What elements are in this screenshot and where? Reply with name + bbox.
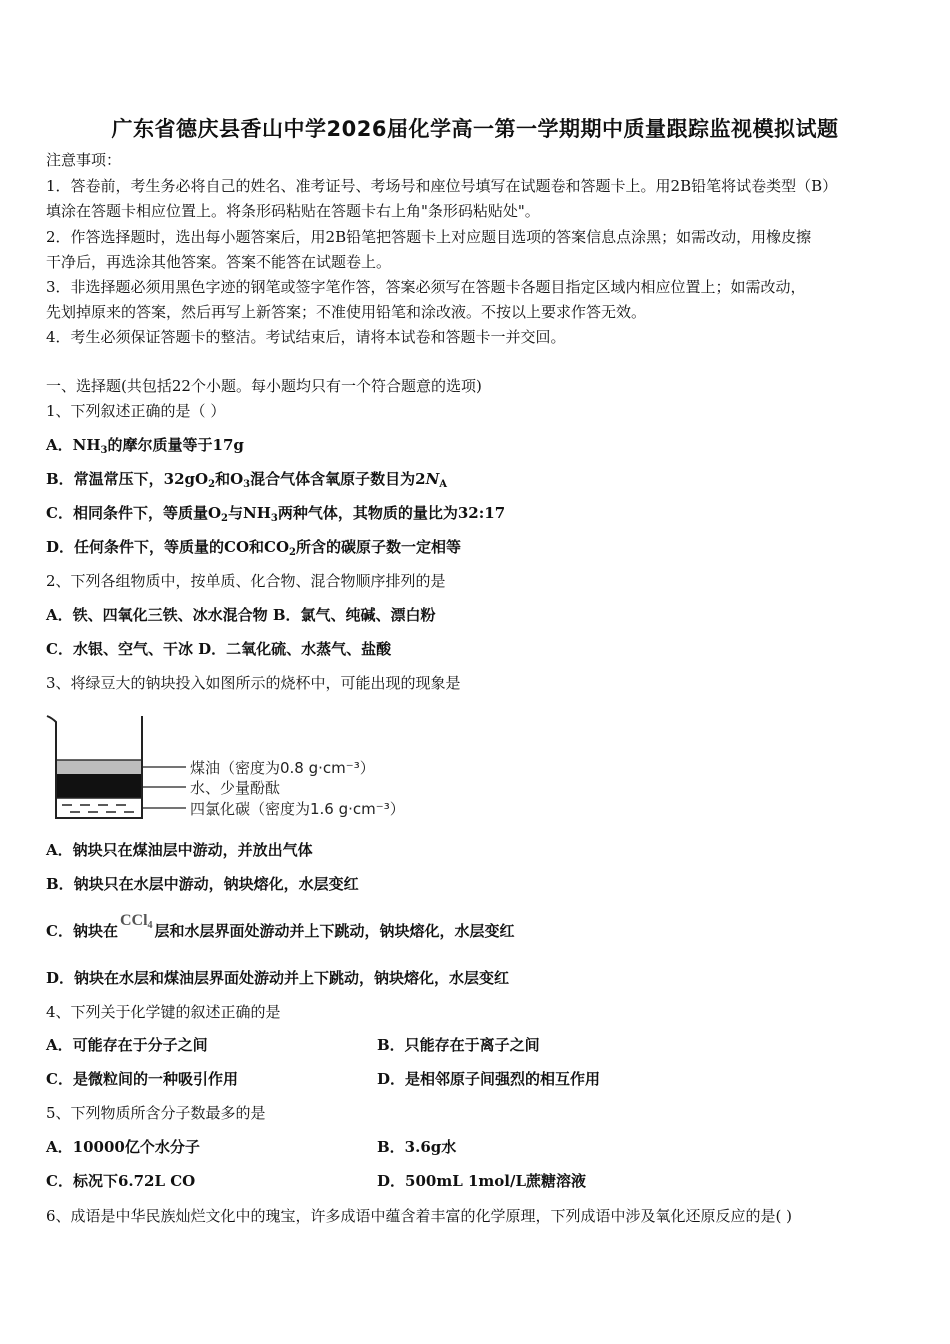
ccl4-formula: CCl$_4$ <box>119 912 153 931</box>
section-heading: 一、选择题(共包括22个小题。每小题均只有一个符合题意的选项) <box>46 377 482 395</box>
q3-option-a: A．钠块只在煤油层中游动，并放出气体 <box>46 841 313 859</box>
q1-stem: 1、下列叙述正确的是（ ） <box>46 402 226 420</box>
q2-options-ab: A．铁、四氧化三铁、冰水混合物 B．氯气、纯碱、漂白粉 <box>46 606 436 624</box>
q3-option-d: D．钠块在水层和煤油层界面处游动并上下跳动，钠块熔化，水层变红 <box>46 969 510 987</box>
q5-option-d: D．500mL 1mol/L蔗糖溶液 <box>377 1172 586 1190</box>
q3-option-c: C．钠块在CCl$_4$ 层和水层界面处游动并上下跳动，钠块熔化，水层变红 <box>46 912 515 940</box>
q1-option-c: C．相同条件下，等质量$O_2$与$NH_3$两种气体，其物质的量比为32:17 <box>46 504 506 524</box>
notice-line-2: 填涂在答题卡相应位置上。将条形码粘贴在答题卡右上角"条形码粘贴处"。 <box>46 202 540 220</box>
q1-option-a: A．$NH_3$的摩尔质量等于17g <box>46 436 244 456</box>
q3-stem: 3、将绿豆大的钠块投入如图所示的烧杯中，可能出现的现象是 <box>46 674 461 692</box>
q1-option-d: D．任何条件下，等质量的CO和$CO_2$所含的碳原子数一定相等 <box>46 538 462 558</box>
q2-options-cd: C．水银、空气、干冰 D．二氧化硫、水蒸气、盐酸 <box>46 640 392 658</box>
notice-line-4: 干净后，再选涂其他答案。答案不能答在试题卷上。 <box>46 253 392 271</box>
label-kerosene: 煤油（密度为0.8 g·cm⁻³） <box>190 759 375 777</box>
label-water: 水、少量酚酞 <box>190 779 281 797</box>
notice-line-7: 4．考生必须保证答题卡的整洁。考试结束后，请将本试卷和答题卡一并交回。 <box>46 328 566 346</box>
q4-option-a: A．可能存在于分子之间 <box>46 1036 208 1054</box>
q4-option-d: D．是相邻原子间强烈的相互作用 <box>377 1070 601 1088</box>
q5-option-a: A．10000亿个水分子 <box>46 1138 200 1156</box>
beaker-figure <box>44 712 444 828</box>
q2-stem: 2、下列各组物质中，按单质、化合物、混合物顺序排列的是 <box>46 572 446 590</box>
q4-option-c: C．是微粒间的一种吸引作用 <box>46 1070 238 1088</box>
q5-option-c: C．标况下6.72L CO <box>46 1172 196 1190</box>
q5-stem: 5、下列物质所含分子数最多的是 <box>46 1104 266 1122</box>
label-ccl4: 四氯化碳（密度为1.6 g·cm⁻³） <box>190 800 405 818</box>
notice-heading: 注意事项： <box>46 151 122 169</box>
notice-line-3: 2．作答选择题时，选出每小题答案后，用2B铅笔把答题卡上对应题目选项的答案信息点涂黑；如需改动，用橡皮擦 <box>46 228 812 246</box>
exam-title: 广东省德庆县香山中学2026届化学高一第一学期期中质量跟踪监视模拟试题 <box>111 117 839 141</box>
notice-line-5: 3．非选择题必须用黑色字迹的钢笔或签字笔作答，答案必须写在答题卡各题目指定区域内相应位置上；如需改动， <box>46 278 806 296</box>
q6-stem: 6、成语是中华民族灿烂文化中的瑰宝，许多成语中蕴含着丰富的化学原理，下列成语中涉及氧化还原反应的是( ) <box>46 1207 793 1225</box>
q1-option-b: B．常温常压下，$32gO_2$和$O_3$混合气体含氧原子数目为$2N_A$ <box>46 470 448 490</box>
q5-option-b: B．3.6g水 <box>377 1138 457 1156</box>
q3-option-b: B．钠块只在水层中游动，钠块熔化，水层变红 <box>46 875 359 893</box>
notice-line-6: 先划掉原来的答案，然后再写上新答案；不准使用铅笔和涂改液。不按以上要求作答无效。 <box>46 303 647 321</box>
notice-line-1: 1．答卷前，考生务必将自己的姓名、准考证号、考场号和座位号填写在试题卷和答题卡上。用2B铅笔将试卷类型（B） <box>46 177 838 195</box>
q4-option-b: B．只能存在于离子之间 <box>377 1036 540 1054</box>
q4-stem: 4、下列关于化学键的叙述正确的是 <box>46 1003 281 1021</box>
